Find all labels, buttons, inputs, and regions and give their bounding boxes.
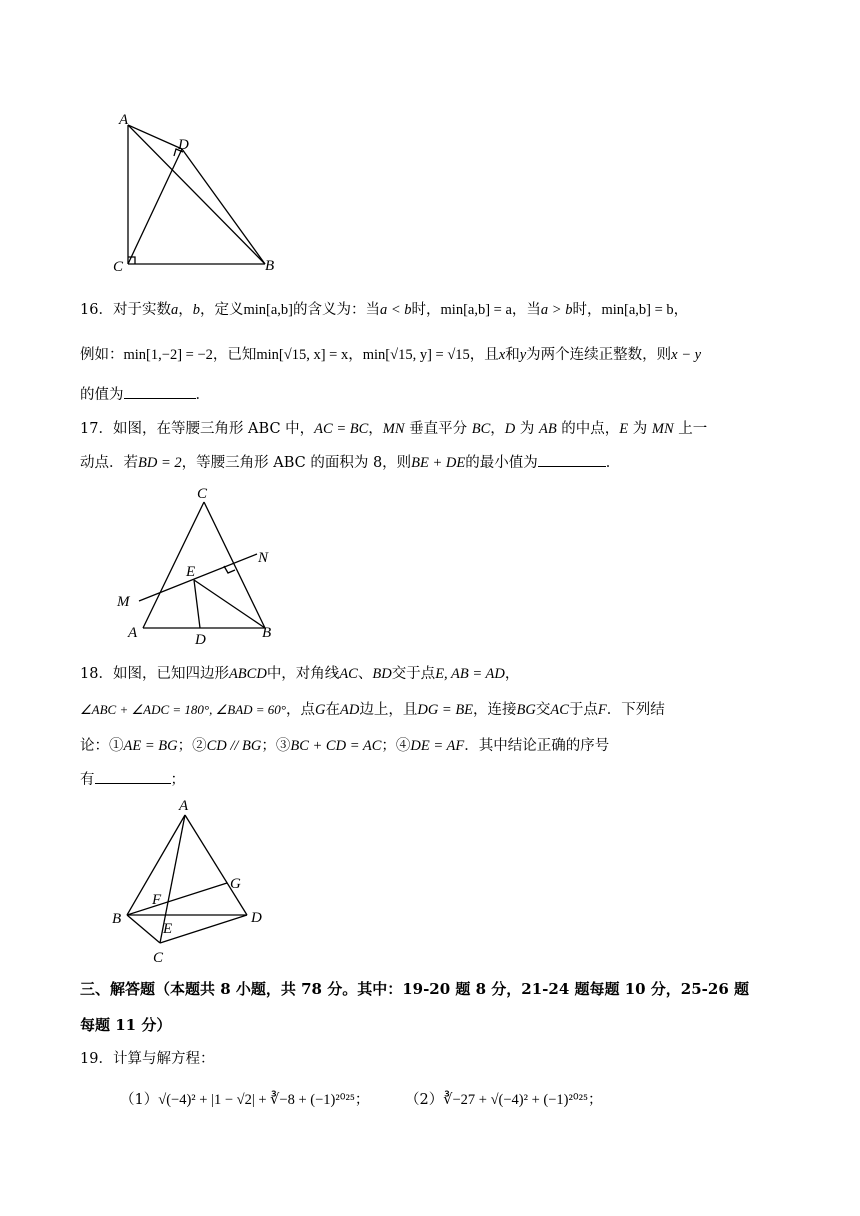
var-d: D — [504, 421, 516, 437]
label-c: C — [153, 950, 164, 966]
segment-eb — [194, 580, 265, 628]
q18-text: 、 — [357, 666, 373, 682]
label-a: A — [119, 112, 129, 128]
q18-text: ；② — [177, 738, 207, 754]
q16-text: 对于实数 — [112, 302, 171, 318]
q19-title — [80, 1047, 214, 1068]
math-conclusion-2: CD // BG — [206, 738, 262, 754]
var-abcd: ABCD — [228, 666, 267, 682]
q18-text: ，点 — [286, 702, 316, 718]
segment-cd — [160, 915, 247, 943]
part-label: （2） — [405, 1092, 444, 1108]
var-ab: AB — [538, 421, 557, 437]
q16-text: ，当 — [511, 302, 541, 318]
q19-text: ； — [588, 1092, 603, 1108]
math-expression-2: ∛−27 + √(−4)² + (−1)²⁰²⁵ — [443, 1092, 589, 1108]
label-e: E — [163, 921, 173, 937]
math-x-minus-y: x − y — [671, 347, 702, 363]
q16-line1 — [80, 298, 688, 319]
q17-text: 的最小值为 — [465, 455, 538, 471]
label-m: M — [117, 594, 130, 610]
label-c: C — [197, 486, 208, 502]
label-b: B — [112, 911, 122, 927]
q17-text: ， — [368, 421, 383, 437]
q18-text: ；④ — [381, 738, 411, 754]
math-conclusion-3: BC + CD = AC — [290, 738, 382, 754]
var-mn: MN — [651, 421, 674, 437]
var-g: G — [315, 702, 326, 718]
q16-text: 时， — [411, 302, 441, 318]
q18-text: ．下列结 — [606, 702, 665, 718]
q17-text: ， — [490, 421, 505, 437]
q18-text: ；③ — [261, 738, 291, 754]
q18-text: ， — [504, 666, 520, 682]
math-bd-eq-2: BD = 2 — [138, 455, 182, 471]
q16-text: 例如： — [80, 347, 124, 363]
var-ac: AC — [339, 666, 358, 682]
q19-text: ； — [354, 1092, 370, 1108]
section-heading-line1: 三、解答题（本题共 8 小题，共 78 分。其中：19-20 题 8 分，21-24 题每题 10 分，25-26 题 — [80, 980, 749, 998]
q18-text: 交于点 — [391, 666, 436, 682]
q16-text: ， — [673, 302, 689, 318]
math-be-plus-de: BE + DE — [411, 455, 466, 471]
var-e: E — [619, 421, 629, 437]
var-ac: AC — [550, 702, 569, 718]
label-e: E — [186, 564, 196, 580]
part-label: （1） — [120, 1092, 159, 1108]
math-eq1: min[a,b] = a — [440, 302, 512, 318]
q16-line2 — [80, 343, 701, 364]
label-d: D — [178, 137, 189, 153]
q18-line1 — [80, 662, 519, 683]
figure-q17-isosceles-triangle — [110, 480, 300, 650]
segment-db — [182, 149, 265, 264]
q18-text: 如图，已知四边形 — [112, 666, 229, 682]
q17-text: 的中点， — [556, 421, 620, 437]
q16-line3 — [80, 383, 210, 404]
q19-part1 — [120, 1088, 369, 1109]
var-y: y — [519, 347, 527, 363]
answer-blank-q17[interactable] — [538, 452, 606, 467]
q19-part2 — [405, 1088, 603, 1109]
label-d: D — [251, 910, 262, 926]
var-a: a — [170, 302, 179, 318]
var-bd: BD — [372, 666, 392, 682]
segment-bc — [127, 915, 160, 943]
answer-blank-q18[interactable] — [95, 769, 171, 784]
math-e-ab-eq-ad: E, AB = AD — [435, 666, 505, 682]
q16-number: 16． — [80, 302, 113, 318]
math-conclusion-1: AE = BG — [123, 738, 178, 754]
q16-text: ． — [195, 387, 210, 403]
math-example: min[1,−2] = −2 — [123, 347, 213, 363]
label-n: N — [258, 550, 269, 566]
math-given1: min[√15, x] = x — [256, 347, 349, 363]
q18-line2 — [80, 698, 665, 719]
var-ad: AD — [340, 702, 360, 718]
q18-text: 中，对角线 — [266, 666, 340, 682]
math-ac-eq-bc: AC = BC — [314, 421, 369, 437]
math-expression-1: √(−4)² + |1 − √2| + ∛−8 + (−1)²⁰²⁵ — [158, 1092, 355, 1108]
q16-text: 为两个连续正整数，则 — [526, 347, 672, 363]
segment-cd — [128, 149, 182, 264]
q18-number: 18． — [80, 666, 113, 682]
q16-text: ， — [178, 302, 193, 318]
q18-text: ，连接 — [473, 702, 517, 718]
q17-text: ． — [605, 455, 621, 471]
math-eq2: min[a,b] = b — [601, 302, 674, 318]
q16-text: 时， — [572, 302, 602, 318]
label-c: C — [113, 259, 124, 275]
label-d: D — [195, 632, 206, 648]
q17-line2 — [80, 451, 620, 472]
q16-text: ，且 — [469, 347, 499, 363]
segment-ed — [194, 580, 200, 628]
q17-line1 — [80, 417, 707, 438]
segment-bg — [127, 883, 227, 915]
q18-line3 — [80, 734, 609, 755]
math-cond2: a > b — [540, 302, 573, 318]
q16-text: 的值为 — [80, 387, 124, 403]
label-a: A — [179, 798, 189, 814]
figure-q18-quadrilateral — [105, 795, 285, 970]
label-f: F — [152, 892, 162, 908]
q17-text: 垂直平分 — [404, 421, 472, 437]
section-heading-line2: 每题 11 分） — [80, 1016, 172, 1034]
math-given2: min[√15, y] = √15 — [362, 347, 470, 363]
q18-text: 边上，且 — [359, 702, 418, 718]
q17-number: 17． — [80, 421, 113, 437]
math-min-ab: min[a,b] — [243, 302, 293, 318]
q18-text: ； — [170, 772, 185, 788]
line-mn — [139, 554, 257, 601]
var-bg: BG — [516, 702, 536, 718]
q18-text: ．其中结论正确的序号 — [464, 738, 610, 754]
q17-text: 动点．若 — [80, 455, 138, 471]
var-mn: MN — [382, 421, 405, 437]
q18-text: 有 — [80, 772, 95, 788]
q16-text: 和 — [505, 347, 520, 363]
q18-text: 交 — [535, 702, 551, 718]
q17-text: 如图，在等腰三角形 ABC 中， — [112, 421, 315, 437]
q17-text: ，等腰三角形 ABC 的面积为 8，则 — [181, 455, 412, 471]
var-b: b — [192, 302, 200, 318]
q17-text: 为 — [515, 421, 539, 437]
q17-text: 为 — [628, 421, 652, 437]
q16-text: ， — [348, 347, 363, 363]
var-bc: BC — [471, 421, 491, 437]
var-x: x — [498, 347, 506, 363]
label-b: B — [265, 258, 275, 274]
var-f: F — [597, 702, 607, 718]
segment-ab — [128, 125, 265, 264]
q18-line4 — [80, 768, 185, 789]
math-dg-eq-be: DG = BE — [417, 702, 474, 718]
label-b: B — [262, 625, 272, 641]
q18-text: 在 — [325, 702, 340, 718]
q18-text: 于点 — [568, 702, 598, 718]
math-conclusion-4: DE = AF — [410, 738, 465, 754]
label-g: G — [230, 876, 241, 892]
q19-number: 19． — [80, 1051, 113, 1067]
q16-text: ，已知 — [212, 347, 257, 363]
q16-text: 的含义为：当 — [292, 302, 380, 318]
segment-cb — [204, 502, 265, 628]
label-a: A — [128, 625, 138, 641]
q16-text: ，定义 — [199, 302, 244, 318]
math-angles: ∠ABC + ∠ADC = 180°, ∠BAD = 60° — [80, 702, 287, 717]
figure-q15-triangle — [105, 108, 295, 278]
answer-blank-q16[interactable] — [124, 384, 196, 399]
q19-text: 计算与解方程： — [112, 1051, 215, 1067]
math-cond1: a < b — [379, 302, 412, 318]
segment-ad — [128, 125, 182, 149]
q18-text: 论：① — [80, 738, 124, 754]
q17-text: 上一 — [673, 421, 708, 437]
segment-ad — [185, 815, 247, 915]
